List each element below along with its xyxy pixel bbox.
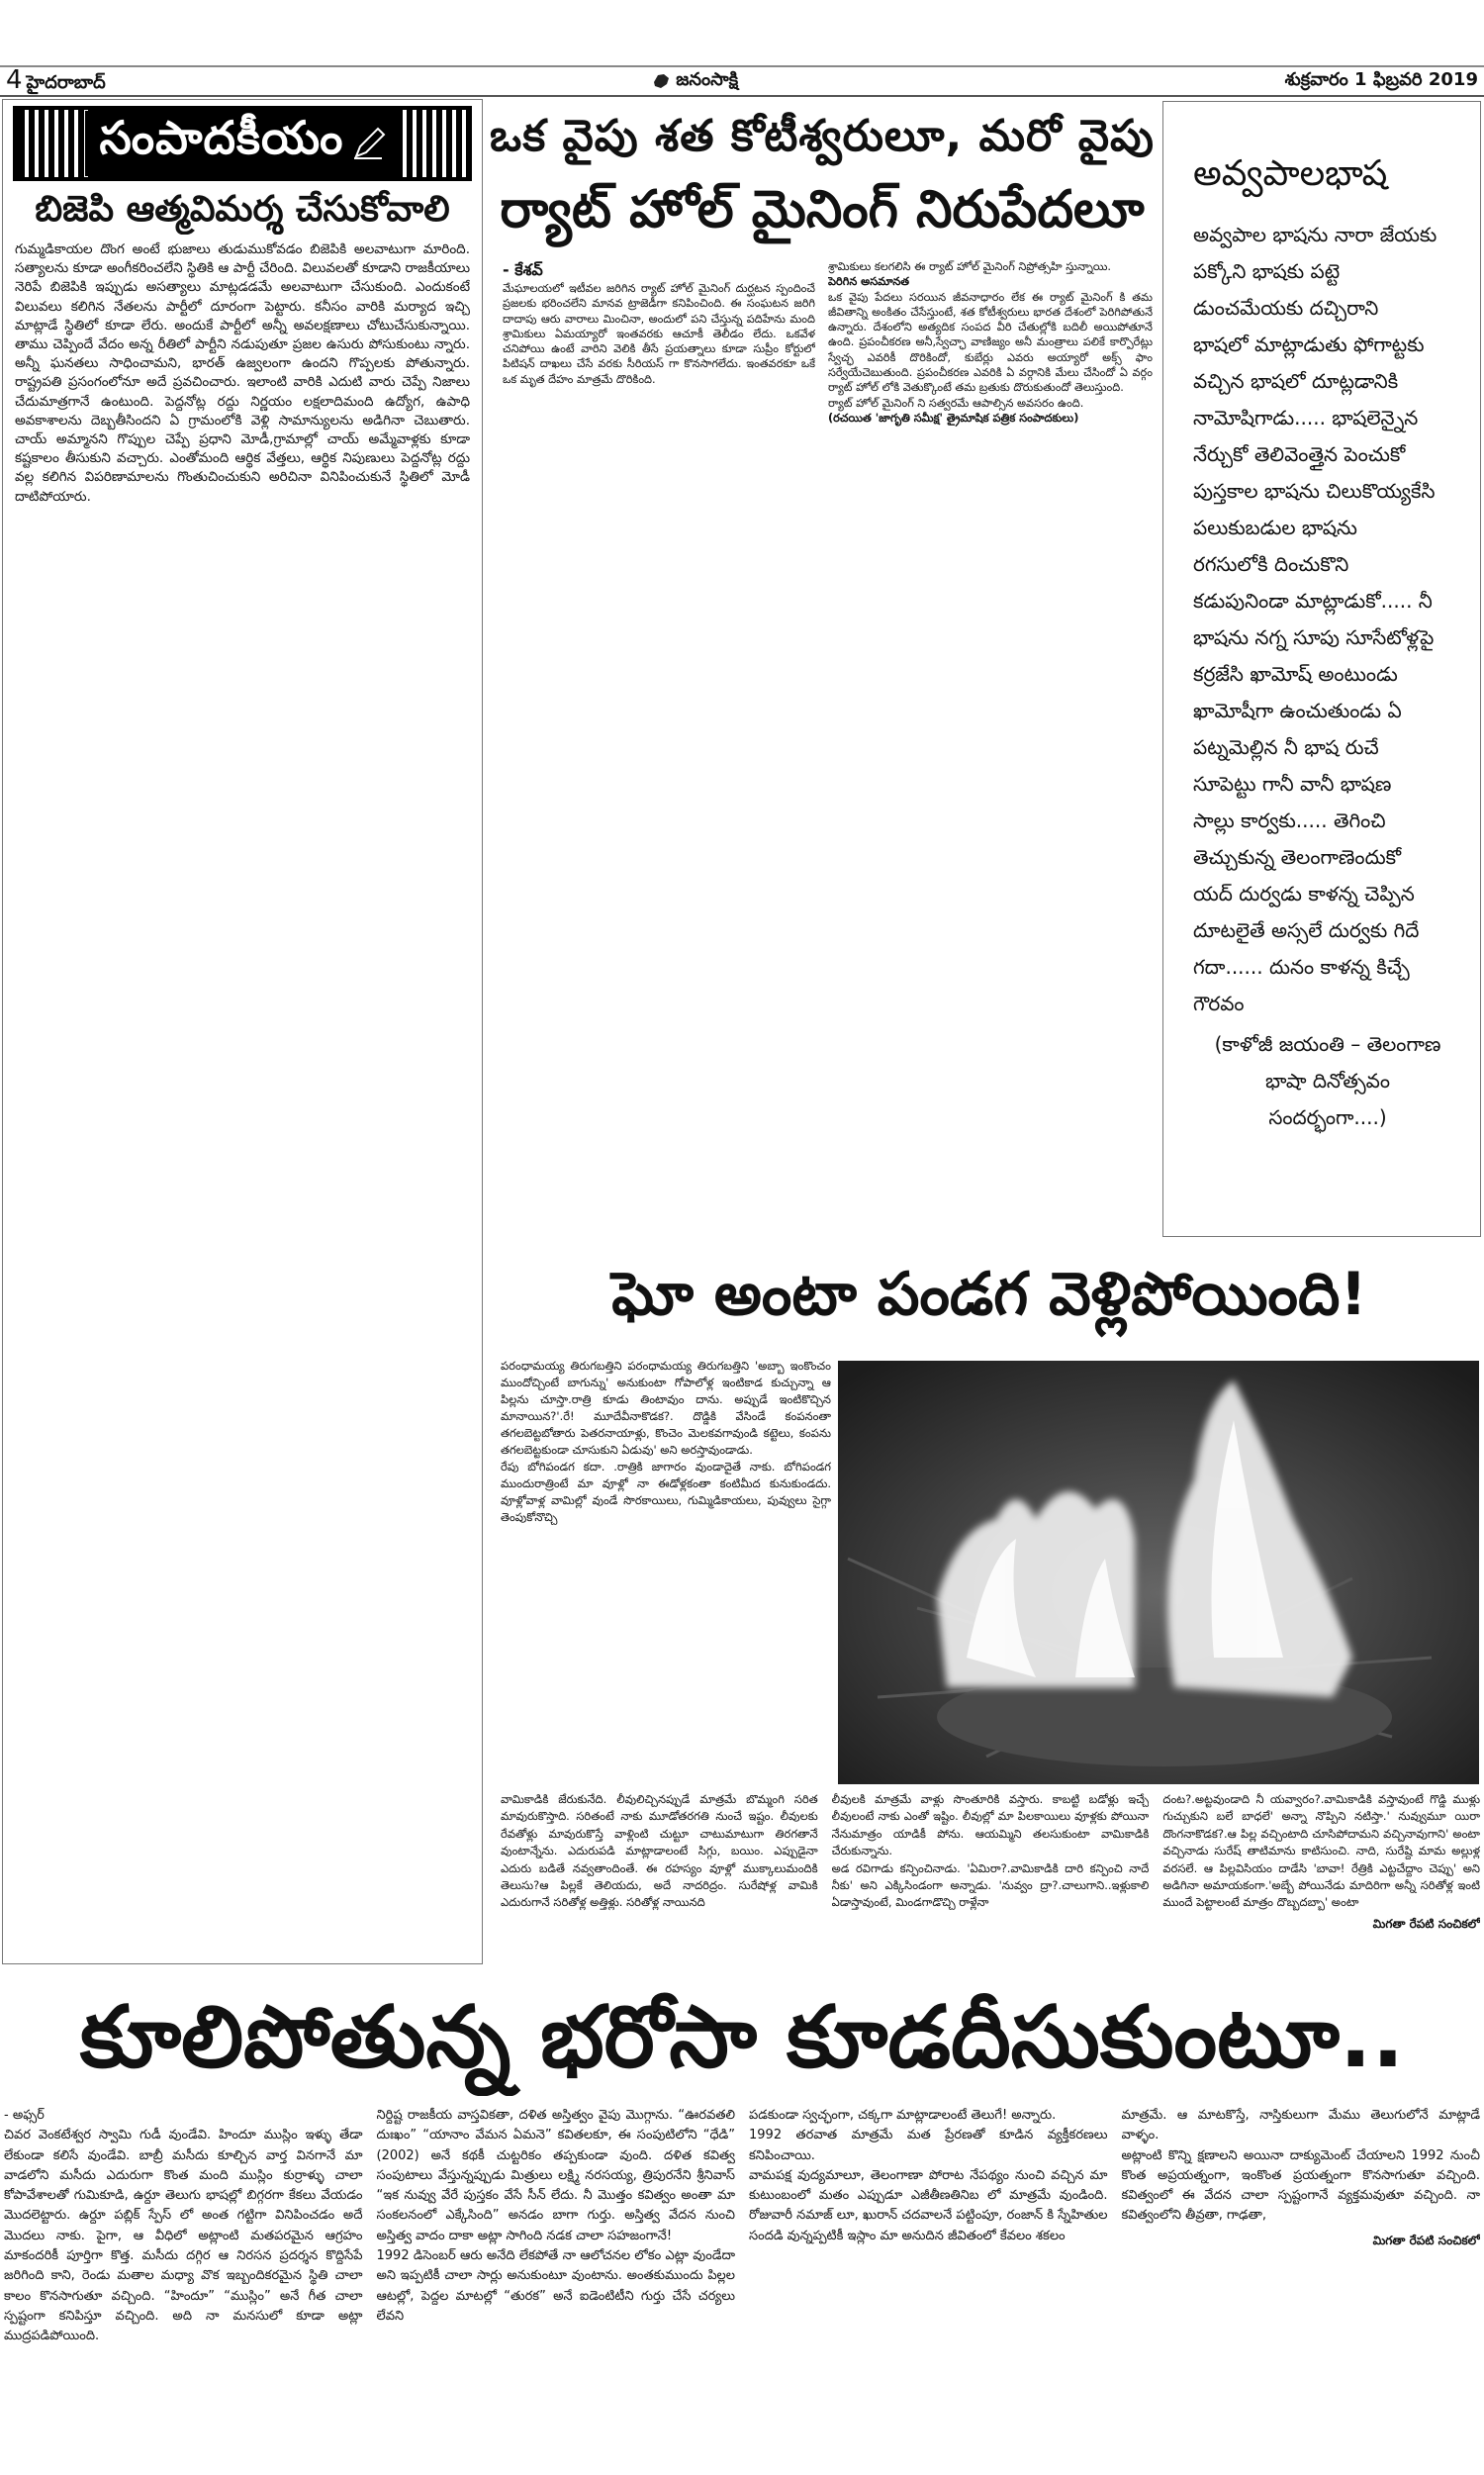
body-paragraph: పెరిగిన అసమానత [828,275,910,289]
bottom-column-2 [377,2106,736,2447]
header-left [6,65,106,97]
paper-name: జనంసాక్షి [676,68,739,90]
editorial-banner [13,106,472,181]
body-paragraph: వామపక్ష వుద్యమాలూ, తెలంగాణా పోరాట నేపథ్యం నుంచి వచ్చిన మా కుటుంబంలో మతం ఎప్పుడూ ఎజీతీణతినిబ లో మాత్రమే వుండింది. రోజువారీ నమాజ్ లూ, ఖురాన్ చదవాలనే పట్టింపూ, రంజాన్ కి స్నేహితుల సందడి వున్నప్పటికీ ఇస్లాం మా అనుదిన జీవితంలో కేవలం శకలం [749,2167,1108,2243]
telangana-map-logo-icon [652,72,672,90]
poem-note-line: భాషా దినోత్సవం [1265,1069,1390,1093]
banner-stripes-right [397,110,466,177]
poem-line: ఖామోషీగా ఉంచుతుండు ఏ [1193,699,1402,722]
poem-lines [1193,217,1462,1022]
bottom-article-columns [4,2106,1480,2447]
article-byline: - కేశవ్ [503,260,543,279]
poem-line: పలుకుబడుల భాషను [1193,516,1357,539]
poem-line: భాషను నగ్న సూపు సూసేటోళ్లపై [1193,625,1435,649]
poem-note [1193,1026,1462,1136]
bottom-article-headline: కూలిపోతున్న భరోసా కూడదీసుకుంటూ.. [79,1988,1405,2087]
body-paragraph: వామికాడికి జేరుకునేది. లీవులిచ్చినప్పుడే మాత్రమే బొమ్మంగి సరిత మావురుకొస్తాది. సరితంటే నాకు మూడోతరగతి నుంచే ఇష్టం. లీవులకు రేవతోళ్లు మావురుకొస్తే వాళ్లింటి చుట్టూ చాటుమాటుగా తిరగతానే వుంటాన్నేను. ఎదురుపడి మాట్లాడాలంటే సిగ్గు, బయిం. ఎప్పుడైనా ఎదురు బడితే నవ్వతాందింతే. ఈ రహస్యం వూళ్లో ముక్కాలుమందికి తెలుసు?ఆ పిల్లకే తెలియదు, అదే నాదరిద్రం. సురేషోళ్ల వామికి ఎదురుగానే సరితోళ్ల అత్తిళ్లు. సరితోళ్ల నాయినది [501,1792,818,1910]
column-text [4,2126,363,2346]
story-column-2 [832,1791,1150,1959]
body-paragraph: అడ రవిగాడు కన్పించినాడు. 'ఏమిరా?.వామికాడికి దారి కన్పించి నాదే నీకు' అని ఎక్కిసిండంగా అన్నాడు. 'నువ్వం ద్రా?.చాలుగాని..ఇళ్లుకాలి ఏడాస్తావుంటే, మిండగాడొచ్చి రాళ్లేనా [831,1860,1150,1910]
headline-line-1: ఒక వైపు శత కోటీశ్వరులూ, మరో వైపు [490,111,1155,161]
bottom-column-4 [1122,2106,1481,2447]
body-paragraph: శ్రామికులు కలగలిసి ఈ ర్యాట్ హోల్ మైనింగ్ నిప్రోత్సహి స్తున్నాయి. [828,260,1112,273]
body-paragraph: గుమ్మడికాయల దొంగ అంటే భుజాలు తుడుముకోవడం బిజెపికి అలవాటుగా మారింది. సత్యాలను కూడా అంగీకరించలేని స్థితికి ఆ పార్టీ చేరింది. విలువలతో కూడాని రాజకీయాలు నెరిపే బిజెపికి ఇప్పుడు అసత్యాలు మాట్లడడమే అలవాటుగా చేసుకుంది. ఎందుకంటే విలువలు కలిగిన నేతలను పార్టీలో దూరంగా పెట్టారు. కనీసం వారికి మర్యాద ఇచ్చి మాట్లాడే స్థితిలో కూడా లేరు. అందుకే పార్టీలో అన్నీ అవలక్షణాలు చోటుచేసుకున్నాయి. తాము చెప్పిందే వేదం అన్న రీతిలో పార్టీని నడుపుతూ ప్రజల ఉసురు పోసుకుంటు న్నారు. అన్నీ ఘనతలు సాధించామని, భారత్ ఉజ్వలంగా ఉందని గొప్పలకు పోతున్నారు. రాష్ట్రపతి ప్రసంగంలోనూ అదే ప్రవచించారు. ఇలాంటి వారికి ఎదుటి వారు చెప్పే నిజాలు చేదుమాత్రగానే ఉంటుంది. పెద్దనోట్ల రద్దు నిర్ణయం లక్షలాదిమంది ఉద్యోగ, ఉపాధి అవకాశాలను దెబ్బతీసిందని ఏ గ్రామంలోకి వెళ్లి సామాన్యులను అడిగినా చెబుతారు. చాయ్ అమ్మానని గొప్పుల చెప్పే ప్రధాని మోడీ,గ్రామాల్లో చాయ్ అమ్మేవాళ్లకు కూడా కష్టకాలం తీసుకుని వచ్చారు. ఎంతోమంది ఆర్థిక వేత్తలు, ఆర్థిక నిపుణులు పెద్దనోట్ల రద్దు వల్ల కలిగిన విపరిణామాలను గొంతుచించుకుని అరిచినా వినిపించుకునే స్థితిలో మోడీ దాటిపోయారు. [15,241,470,505]
pen-icon [352,127,386,160]
city-label: హైదరాబాద్ [26,72,106,93]
poem-line: అవ్వపాల భాషను నారా జేయకు [1193,223,1438,246]
poem-line: దూటలైతే అస్సలే దుర్వకు గిదే [1193,918,1420,942]
poem-line: కడుపునిండా మాట్లాడుకో..... నీ [1193,589,1433,613]
editorial-section-title [85,111,399,176]
poem-line: నేర్చుకో తెలివెంత్తైన పెంచుకో [1193,442,1406,466]
poem-line: పుస్తకాల భాషను చిలుకొయ్యకేసి [1193,479,1436,503]
headline-line-2: ర్యాట్ హోల్ మైనింగ్ నిరుపేదలూ [500,180,1145,239]
continued-note: మిగతా రేపటి సంచికలో [1372,2233,1480,2247]
body-paragraph: రేపు బోగిపండగ కదా. .రాత్రికి జాగారం వుండాదైతే నాకు. బోగిపండగ ముందురాత్రింటే మా వూళ్లో నా ఈడోళ్లకంతా కంటిమీద కునుకుండదు. వూళ్లోవాళ్ల వామిల్లో వుండే సొరకాయిలు, గుమ్మిడికాయలు, పువ్వులు సైగ్గా తెంపుకోనొచ్చి [501,1460,831,1524]
main-article-column-1 [503,259,815,1224]
column-text [749,2106,1108,2246]
poem-line: గౌరవం [1193,992,1245,1015]
column-text [1122,2106,1481,2227]
story-column-1 [501,1791,818,1959]
story-column-3 [1162,1791,1480,1959]
body-paragraph: 1992 తరవాత మాత్రమే మత ప్రేరణతో కూడిన వ్యక్తీకరణలు కనిపించాయి. [749,2128,1108,2163]
editorial-section [2,99,483,1964]
column-text [828,259,1153,411]
section-title-text: సంపాదకీయం [99,111,344,164]
poem-line: రగసులోకి దించుకొని [1193,552,1349,576]
poem-note-line: సందర్భంగా....) [1268,1105,1387,1129]
poem-line: సూపెట్టు గానీ వానీ భాషణ [1193,772,1392,796]
body-paragraph: పడకుండా స్వచ్ఛంగా, చక్కగా మాట్లాడాలంటే తెలుగే! అన్నారు. [749,2108,1057,2123]
body-paragraph: మాత్రమే. ఆ మాటకొస్తే, నాస్తికులుగా మేము తెలుగులోనే మాట్లాడే వాళ్ళం. [1121,2108,1480,2143]
column-text [377,2106,736,2327]
column-text [503,281,815,387]
story-columns [501,1791,1480,1959]
poem-box [1162,101,1481,1237]
column-text [832,1791,1150,1912]
issue-date: శుక్రవారం 1 ఫిబ్రవరి 2019 [1284,68,1478,90]
continued-note: మిగతా రేపటి సంచికలో [1372,1916,1481,1931]
story-headline: ఘో అంటా పండగ వెళ్లిపోయింది! [611,1260,1367,1329]
bottom-byline: - అఫ్సర్ [4,2108,45,2123]
poem-line: పట్నమెల్లిన నీ భాష రుచే [1193,735,1379,759]
body-paragraph: ర్యాట్ హోల్ మైనింగ్ ని సత్వరమే ఆపాల్సిన అవసరం ఉంది. [828,396,1084,410]
main-article-headline [490,101,1155,251]
poem-line: నామోషిగాడు..... భాషలెన్నైన [1193,406,1419,429]
poem-line: డుంచమేయకు దచ్చిరాని [1193,296,1379,320]
main-article-column-2 [828,259,1153,1224]
body-paragraph: లీవులకి మాత్రమే వాళ్లు సొంతూరికి వస్తారు. కాబట్టి బడోళ్లు ఇచ్చే లీవులంటే నాకు ఎంతో ఇష్టిం. లీవుల్లో మా పిలకాయిలు వూళ్లకు పోయినా నేనుమాత్రం యాడికీ పోను. ఆయమ్మిని తలసుకుంటా వామికాడికి చేరుకున్నాను. [831,1792,1150,1858]
body-paragraph: దంట?.అట్టవుండాది నీ యవ్వారం?.వామికాడికి వస్తావుంటే గొడ్డి ముళ్లు గుచ్చుకుని బలే బాధలే' అన్నా నొప్పిని నటిస్తా.' నువ్వుమూ యిరా దొంగనాకొడక?.ఆ పిల్ల వచ్చింటాది చూసిపోదామని వచ్చినావుగాని' అంటా వచ్చినాడు సురేష్ తాటిమాను కాటిసుంచి. నాది, సురేష్ది మామ అల్లుళ్ల వరసలే. ఆ పిల్లవిసియం దాడేసి 'బావా! రేత్రికి ఎట్టచేద్దాం చెప్పు' అని అడిగినా అమాయకంగా.'అబ్బే పోయినేడు మాదిరిగా అన్నీ సరితోళ్ల ఇంటి ముందే పెట్టాలంటే మాత్రం దొబ్బదబ్బా' అంటా [1162,1792,1481,1910]
story-column-lead [501,1358,831,1778]
bonfire-photo [838,1361,1479,1784]
poem-line: సాల్లు కార్వకు..... తెగించి [1193,809,1386,832]
poem-line: పక్కోని భాషకు పట్టె [1193,259,1341,283]
poem-line: యద్ దుర్వడు కాళన్న చెప్పిన [1193,882,1415,905]
editorial-headline: బిజెపి ఆత్మవిమర్శ చేసుకోవాలి [35,189,450,230]
poem-line: వచ్చిన భాషలో దూట్లడానికి [1193,369,1399,393]
bonfire-image [838,1361,1479,1784]
page-header [0,65,1484,97]
poem-line: గదా...... దునం కాళన్న కిచ్చే [1193,955,1410,979]
masthead [652,69,738,94]
poem-line: భాషలో మాట్లాడుతు ఫోగాట్టకు [1193,333,1425,356]
body-paragraph: నిర్దిష్ట రాజకీయ వాస్తవికతా, దళిత అస్తిత్వం వైపు మొగ్గాను. “ఊరవతలి దుఃఖం” “యానాం వేమన ఏమనె” కవితలకూ, ఈ సంపుటిలోని “ధేడి” (2002) అనే కథకీ చుట్టరికం తప్పకుండా వుంది. దళిత కవిత్వ సంపుటాలు వేస్తున్నప్పుడు మిత్రులు లక్ష్మి నరసయ్య, త్రిపురనేని శ్రీనివాస్ “ఇక నువ్వు వేరే పుస్తకం వేసే సీన్ లేదు. నీ మొత్తం కవిత్వం అంతా మా సంకలనంలో ఎక్కేసింది” అనడం బాగా గుర్తు. అస్తిత్వ వేదన నుంచి అస్తిత్వ వాదం దాకా అట్లా సాగింది నడక చాలా సహజంగానే! [376,2108,735,2243]
poem-title: అవ్వపాలభాష [1193,153,1388,194]
body-paragraph: మేఘాలయలో ఇటీవల జరిగిన ర్యాట్ హోల్ మైనింగ్ దుర్ఘటన స్పందించే ప్రజలకు భరించలేని మానవ ట్రాజెడీగా కనిపించింది. ఈ సంఘటన జరిగి దాదాపు ఆరు వారాలు మించినా, అందులో పని చేస్తున్న పదిహేను మంది శ్రామికులు ఏమయ్యారో ఇంతవరకు ఆచూకీ తెలీడం లేదు. ఒకవేళ చనిపోయి ఉంటే వారిని వెలికి తీసే ప్రయత్నాలు కూడా సుప్రీం కోర్టులో పిటిషన్ దాఖలు చేసే వరకు సీరియస్ గా కొనసాగలేదు. ఇంతవరకూ ఒకే ఒక మృత దేహం మాత్రమే దొరికింది. [503,282,815,386]
poem-line: తెచ్చుకున్న తెలంగాణెందుకో [1193,845,1402,869]
banner-stripes-left [19,110,88,177]
column-text [1162,1791,1480,1912]
body-paragraph: ఒక వైపు పేదలు సరయిన జీవనాధారం లేక ఈ ర్యాట్ మైనింగ్ కి తమ జీవితాన్ని అంకితం చేసేస్తుంటే, శత కోటీశ్వరులు భారత దేశంలో పెరిగిపోతునే ఉన్నారు. దేశంలోని అత్యదిక సంపద వీరి చేతుల్లోకి బదిలీ అయిపోతూనే ఉంది. ప్రపంచీకరణ అనీ,స్వేచ్ఛా వాణిజ్యం అనీ మంత్రాలు పలికే కార్పొరేట్లు స్వేచ్ఛ ఎవరికీ దొరికిందో, కుబేర్లు ఎవరు అయ్యారో అక్స్ ఫాం సర్వేయేచెబుతుంది. ప్రపంచీకరణ ఎవరికి ఏ వర్గానికి మేలు చేసిందో ఏ వర్గం ర్యాట్ హోల్ లోకి వెతుక్కొంటే తమ బ్రతుకు దొరుకుతుందో తెలుస్తుంది. [828,290,1153,395]
body-paragraph: అట్లాంటి కొన్ని క్షణాలని అయినా దాక్యుమెంట్ చేయాలని 1992 నుంచీ కొంత అప్రయత్నంగా, ఇంకొంత ప్రయత్నంగా కొనసాగుతూ వచ్చింది. కవిత్వంలో ఈ వేదన చాలా స్పష్టంగానే వ్యక్తమవుతూ వచ్చింది. నా కవిత్వంలోని తీవ్రతా, గాఢతా, [1121,2147,1480,2224]
bottom-column-1 [4,2106,363,2447]
bottom-column-3 [749,2106,1108,2447]
page-number: 4 [6,65,23,95]
column-text [501,1791,818,1912]
body-paragraph: పరంధామయ్య తిరుగబత్తిని పరంధామయ్య తిరుగబత్తిని 'అబ్బా ఇంకొంచం ముందోచ్చింటే బాగున్ను' అనుకుంటా గోపాలోళ్ల ఇంటికాడ కుచ్చున్నా ఆ పిల్లను చూస్తా.రాత్రి కూడు తింటావుం దాను. అప్పుడే ఇంటికొచ్చిన మానాయిన?'.రే! మూదేవీనాకొడక?. దొడ్డికి వేసిండే కంపనంతా తగలబెట్టబోతారు పెతరనాయాళ్లు, కొంచెం మెలకవగావుండి కట్టెలు, కంపను తగలబెట్టకుండా చూసుకుని ఏడువు' అని అరస్తావుండాడు. [501,1359,831,1457]
body-paragraph: చివర వెంకటేశ్వర స్వామి గుడీ వుండేవి. హిందూ ముస్లిం ఇళ్ళు తేడా లేకుండా కలిసే వుండేవి. బాబ్రీ మసీదు కూల్చిన వార్త వినగానే మా వాడలోని మసీదు ఎదురుగా కొంత మంది ముస్లిం కుర్రాళ్ళు చాలా కోపావేశాలతో గుమికూడి, ఉర్దూ తెలుగు భాషల్లో బిగ్గరగా కేకలు వేయడం మొదలెట్టారు. ఉర్దూ పబ్లిక్ స్పేస్ లో అంత గట్టిగా వినిపించడం అదే మొదలు నాకు. పైగా, ఆ వీధిలో అట్లాంటి మతపరమైన ఆగ్రహం మాకందరికీ పూర్తిగా కొత్త. మసీదు దగ్గిర ఆ నిరసన ప్రదర్శన కొద్దిసేపే జరిగింది కాని, రెండు మతాల మధ్యా వొక ఇబ్బందికరమైన స్థితి చాలా కాలం కొనసాగుతూ వచ్చింది. “హిందూ” “ముస్లిం” అనే గీత చాలా స్పష్టంగా కనిపిస్తూ వచ్చింది. అది నా మనసులో కూడా అట్లా ముద్రపడిపోయింది. [4,2128,363,2344]
body-paragraph: 1992 డిసెంబర్ ఆరు అనేది లేకపోతే నా ఆలోచనల లోకం ఎట్లా వుండేదా అని ఇప్పటికీ చాలా సార్లు అనుకుంటూ వుంటాను. అంతకుముందు పిల్లల ఆటల్లో, పెద్దల మాటల్లో “తురక” అనే ఐడెంటిటీని గుర్తు చేసే చర్యలు లేవని [376,2248,735,2324]
editorial-body [15,240,470,1955]
poem-line: కర్రజేసి ఖామోష్ అంటుండు [1193,662,1398,686]
poem-note-line: (కాళోజీ జయంతి – తెలంగాణ [1214,1032,1441,1056]
author-credit: (రచయిత 'జాగృతి సమీక్ష' త్రైమాషిక పత్రిక సంపాదకులు) [828,411,1079,425]
